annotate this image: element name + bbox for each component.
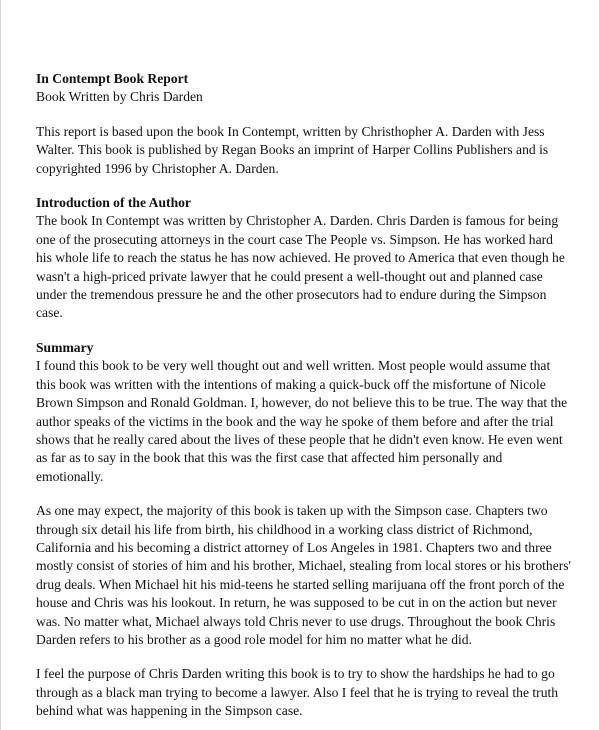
summary-paragraph: As one may expect, the majority of this book is taken up with the Simpson case. Chapters two through six detail his life from birth, his childhood in a working class district of Richmond, California and his becoming a district attorney of Los Angeles in 1981. Chapters two and three mostly consist of stories of him and his brother, Michael, stealing from local stores or his brothers' drug deals. When Michael hit his mid-teens he started selling marijuana off the front porch of the house and Chris was his lookout. In return, he was supposed to be cut in on the action but never was. No matter what, Michael always told Chris never to use drugs. Throughout the book Chris Darden refers to his brother as a good role model for him no matter what he did. (36, 503, 571, 647)
document-body (36, 70, 572, 721)
summary-section-heading: Summary (36, 339, 94, 355)
intro-paragraph: This report is based upon the book In Contempt, written by Christhopher A. Darden with Jess Walter. This book is published by Regan Books an imprint of Harper Collins Publishers and is copyrighted 1996 by Christopher A. Darden. (36, 123, 549, 176)
summary-paragraph: I found this book to be very well thought out and well written. Most people would assume that this book was written with the intentions of making a quick-buck off the misfortune of Nicole Brown Simpson and Ronald Goldman. I, however, do not believe this to be true. The way that the author speaks of the victims in the book and the way he spoke of them before and after the trial shows that he really cared about the lives of these people that he didn't even know. He even went as far as to say in the book that this was the first case that affected him personally and emotionally. (36, 358, 568, 484)
report-title: In Contempt Book Report (36, 71, 189, 86)
report-byline: Book Written by Chris Darden (36, 89, 203, 105)
author-section-heading: Introduction of the Author (36, 195, 191, 211)
summary-paragraph: I feel the purpose of Chris Darden writing this book is to try to show the hardships he had to go through as a black man trying to become a lawyer. Also I feel that he is trying to reveal the truth behind what was happening in the Simpson case. (36, 666, 559, 719)
author-section-body: The book In Contempt was written by Christopher A. Darden. Chris Darden is famous for being one of the prosecuting attorneys in the court case The People vs. Simpson. He has worked hard his whole life to reach the status he has now achieved. He proved to America that even though he wasn't a high-priced private lawyer that he could present a well-thought out and planned case under the tremendous pressure he and the other prosecutors had to endure during the Simpson case. (36, 213, 565, 321)
